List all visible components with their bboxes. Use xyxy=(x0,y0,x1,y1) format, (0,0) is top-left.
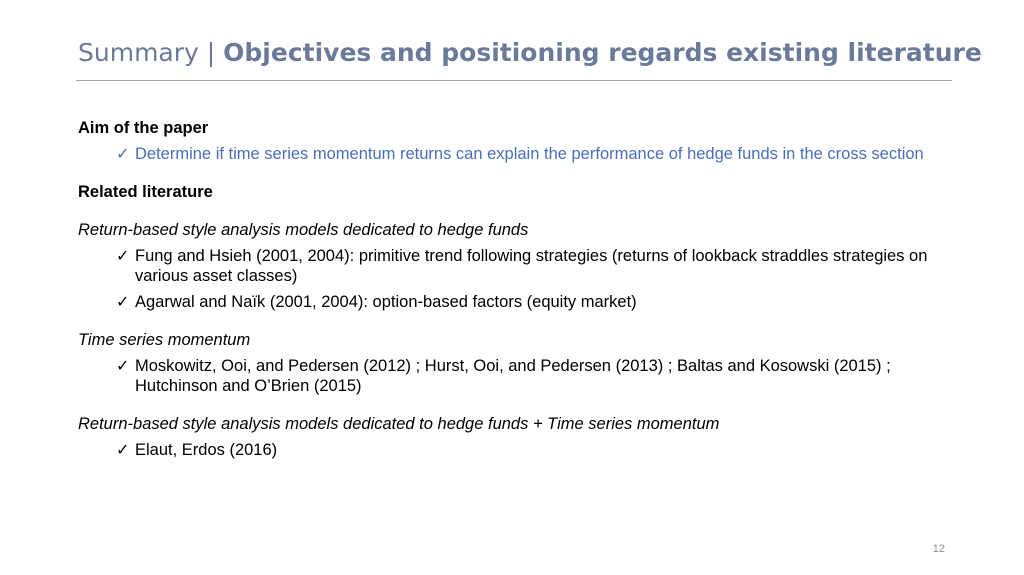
page-number: 12 xyxy=(932,543,945,555)
check-icon: ✓ xyxy=(116,292,130,311)
check-icon: ✓ xyxy=(116,356,130,375)
returns-style-subheading: Return-based style analysis models dedicated to hedge funds xyxy=(78,221,529,239)
slide-title xyxy=(78,38,982,67)
aim-bullet xyxy=(78,144,938,164)
aim-heading: Aim of the paper xyxy=(78,119,209,137)
agarwal-naik-text: Agarwal and Naïk (2001, 2004): option-based factors (equity market) xyxy=(135,293,637,311)
check-icon: ✓ xyxy=(116,440,130,459)
combined-subheading: Return-based style analysis models dedicated to hedge funds + Time series momentum xyxy=(78,415,720,433)
elaut-erdos-bullet xyxy=(78,440,938,460)
title-prefix: Summary | xyxy=(78,38,224,67)
related-heading: Related literature xyxy=(78,183,213,201)
elaut-erdos-text: Elaut, Erdos (2016) xyxy=(135,441,278,459)
title-divider xyxy=(76,80,952,81)
check-icon: ✓ xyxy=(116,246,130,265)
tsmom-text: Moskowitz, Ooi, and Pedersen (2012) ; Hurst, Ooi, and Pedersen (2013) ; Baltas and Kosowski (2015) ; Hutchinson and O’Brien (2015) xyxy=(135,357,891,395)
check-icon: ✓ xyxy=(116,144,130,163)
title-main: Objectives and positioning regards existing literature xyxy=(223,38,982,67)
agarwal-naik-bullet xyxy=(78,292,938,312)
tsmom-bullet xyxy=(78,356,938,396)
slide-body xyxy=(78,118,938,466)
fung-hsieh-text: Fung and Hsieh (2001, 2004): primitive trend following strategies (returns of lookback straddles strategies on various asset classes) xyxy=(135,247,928,285)
aim-bullet-text: Determine if time series momentum returns can explain the performance of hedge funds in the cross section xyxy=(135,145,924,163)
tsmom-subheading: Time series momentum xyxy=(78,331,251,349)
fung-hsieh-bullet xyxy=(78,246,938,286)
